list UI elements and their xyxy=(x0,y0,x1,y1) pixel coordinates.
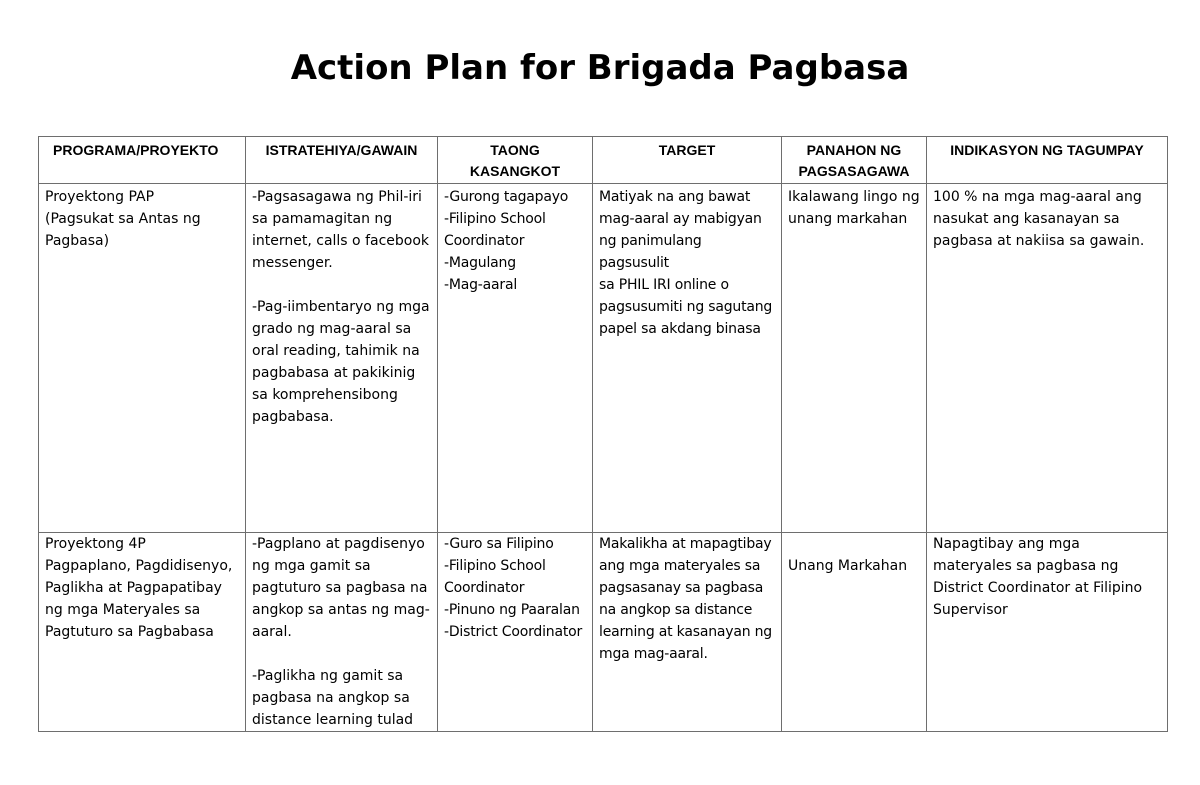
cell-panahon: Ikalawang lingo ng unang markahan xyxy=(782,184,927,533)
cell-target: Matiyak na ang bawat mag-aaral ay mabigyan ng panimulang pagsusulit sa PHIL IRI online o pagsusumiti ng sagutang papel sa akdang binasa xyxy=(593,184,782,533)
header-target: TARGET xyxy=(593,137,782,184)
header-indikasyon-ng-tagumpay: INDIKASYON NG TAGUMPAY xyxy=(927,137,1168,184)
cell-taong-kasangkot: -Guro sa Filipino -Filipino School Coordinator -Pinuno ng Paaralan -District Coordinator xyxy=(438,533,593,732)
header-programa-proyekto: PROGRAMA/PROYEKTO xyxy=(39,137,246,184)
cell-panahon: Unang Markahan xyxy=(782,533,927,732)
header-panahon-ng-pagsasagawa: PANAHON NG PAGSASAGAWA xyxy=(782,137,927,184)
header-istratehiya-gawain: ISTRATEHIYA/GAWAIN xyxy=(246,137,438,184)
cell-istratehiya: -Pagplano at pagdisenyo ng mga gamit sa pagtuturo sa pagbasa na angkop sa antas ng mag-aaral. -Paglikha ng gamit sa pagbasa na angkop sa distance learning tulad xyxy=(246,533,438,732)
cell-target: Makalikha at mapagtibay ang mga materyales sa pagsasanay sa pagbasa na angkop sa distance learning at kasanayan ng mga mag-aaral. xyxy=(593,533,782,732)
cell-indikasyon: Napagtibay ang mga materyales sa pagbasa ng District Coordinator at Filipino Supervisor xyxy=(927,533,1168,732)
page-title: Action Plan for Brigada Pagbasa xyxy=(290,48,910,88)
table-row xyxy=(39,184,1168,533)
cell-programa: Proyektong PAP (Pagsukat sa Antas ng Pagbasa) xyxy=(39,184,246,533)
table-header-row xyxy=(39,137,1168,184)
header-taong-kasangkot: TAONG KASANGKOT xyxy=(438,137,593,184)
cell-programa: Proyektong 4P Pagpaplano, Pagdidisenyo, Paglikha at Pagpapatibay ng mga Materyales sa Pagtuturo sa Pagbabasa xyxy=(39,533,246,732)
cell-taong-kasangkot: -Gurong tagapayo -Filipino School Coordinator -Magulang -Mag-aaral xyxy=(438,184,593,533)
cell-istratehiya: -Pagsasagawa ng Phil-iri sa pamamagitan ng internet, calls o facebook messenger. -Pag-iimbentaryo ng mga grado ng mag-aaral sa oral reading, tahimik na pagbabasa at pakikinig sa komprehensibong pagbabasa. xyxy=(246,184,438,533)
action-plan-table xyxy=(38,136,1168,732)
table-row xyxy=(39,533,1168,732)
cell-indikasyon: 100 % na mga mag-aaral ang nasukat ang kasanayan sa pagbasa at nakiisa sa gawain. xyxy=(927,184,1168,533)
